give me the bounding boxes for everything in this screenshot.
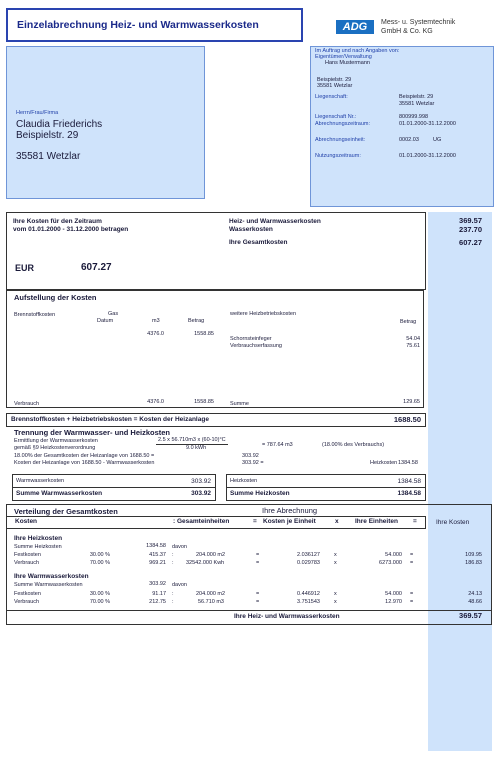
row-your-units: 12.970 xyxy=(385,599,402,605)
amount-column-header: Betrag xyxy=(188,318,205,324)
row-pct: 70.00 % xyxy=(89,560,110,566)
separation-line3: 18.00% der Gesamtkosten der Heizanlage von 1688.50 = xyxy=(14,453,155,459)
col-eq: = xyxy=(253,518,257,525)
hk-sum-value: 1384.58 xyxy=(397,490,421,497)
costs-heading: Aufstellung der Kosten xyxy=(14,293,97,302)
commission-label-1: Im Auftrag und nach Angaben von: xyxy=(315,48,400,54)
row-per-unit: 2.036127 xyxy=(297,552,320,558)
heating-system-value: 1688.50 xyxy=(393,415,421,424)
table-row xyxy=(0,552,500,560)
m3-column-header: m3 xyxy=(152,318,160,324)
col-cost-per-unit: Kosten je Einheit xyxy=(263,518,316,525)
row-label: Festkosten xyxy=(14,552,41,558)
col-x: x xyxy=(335,518,339,525)
ww-sum-label: Summe Warmwasserkosten xyxy=(16,490,103,497)
col-total-units: : Gesamteinheiten xyxy=(173,518,230,525)
separation-formula-result: = 787.64 m3 xyxy=(262,442,293,448)
row-eq2: = xyxy=(410,552,414,558)
usage-period-label: Nutzungszeitraum: xyxy=(315,153,361,159)
other-sum-label: Summe xyxy=(230,401,249,407)
row-units: 204.000 m2 xyxy=(196,591,226,597)
other-costs-label: weitere Heizbetriebskosten xyxy=(230,311,297,317)
col-costs: Kosten xyxy=(15,518,38,525)
row-eq: = xyxy=(256,591,260,597)
row-x: x xyxy=(334,599,337,605)
period-line-1: Ihre Kosten für den Zeitraum xyxy=(13,218,102,225)
company-logo: ADG xyxy=(336,20,374,34)
property-number: 800999.998 xyxy=(399,114,429,120)
row-eq2: = xyxy=(410,599,414,605)
row-label: Verbrauch xyxy=(14,560,40,566)
summary-total: 607.27 xyxy=(81,262,112,273)
document-title-box xyxy=(6,8,303,42)
table-row xyxy=(0,560,500,568)
separation-value4: 303.92 = xyxy=(242,460,264,466)
owner-street: Beispielstr. 29 xyxy=(317,77,352,83)
row-amount: 415.37 xyxy=(149,552,166,558)
row-your-units: 54.000 xyxy=(385,552,402,558)
ww-costs-label: Warmwasserkosten xyxy=(16,478,65,484)
separation-formula-pct: (18.00% des Verbrauchs) xyxy=(322,442,385,448)
period-line-2: vom 01.01.2000 - 31.12.2000 betragen xyxy=(13,226,129,233)
row-eq: = xyxy=(256,560,260,566)
summary-row1-value: 369.57 xyxy=(459,216,482,225)
usage-period: 01.01.2000-31.12.2000 xyxy=(399,153,456,159)
row-pct: 30.00 % xyxy=(89,552,110,558)
hk-label: Heizkosten xyxy=(230,478,258,484)
ww-dist-sum-davon: davon xyxy=(172,582,187,588)
commission-label-2: Eigentümer/Verwaltung xyxy=(315,54,372,60)
row-cost: 186.83 xyxy=(465,560,482,566)
recipient-city: 35581 Wetzlar xyxy=(16,151,81,162)
distribution-header-box xyxy=(6,516,426,529)
heating-sum-davon: davon xyxy=(172,544,187,550)
separation-formula: 2.5 x 56.710m3 x (60-10)°C xyxy=(158,437,226,443)
owner-name: Hans Mustermann xyxy=(325,60,370,66)
heating-costs-box xyxy=(226,474,426,501)
other-sum-value: 129.65 xyxy=(403,399,420,405)
row-sep: : xyxy=(172,591,174,597)
currency-label: EUR xyxy=(15,263,35,273)
date-column-header: Datum xyxy=(97,318,114,324)
separation-value3: 303.92 xyxy=(242,453,259,459)
consumption-label: Verbrauch xyxy=(14,401,40,407)
distribution-heading: Verteilung der Gesamtkosten xyxy=(14,507,118,516)
heating-system-costs-box xyxy=(6,413,426,427)
recipient-address-box xyxy=(6,46,205,199)
billing-unit-suffix: UG xyxy=(433,137,442,143)
row-x: x xyxy=(334,560,337,566)
warm-water-costs-box xyxy=(12,474,216,501)
distribution-total-value: 369.57 xyxy=(459,611,482,620)
metering-label: Verbrauchserfassung xyxy=(230,343,282,349)
property-city: 35581 Wetzlar xyxy=(399,101,435,107)
separation-formula-denominator: 9.0 kWh xyxy=(186,445,207,451)
ww-costs-value: 303.92 xyxy=(191,478,211,485)
separation-heating-value: 1384.58 xyxy=(398,460,418,466)
owner-city: 35581 Wetzlar xyxy=(317,83,353,89)
row-units: 32542.000 Kwh xyxy=(186,560,225,566)
fuel-type-label: Gas xyxy=(108,311,119,317)
ww-section-heading: Ihre Warmwasserkosten xyxy=(14,573,89,580)
row-sep: : xyxy=(172,560,174,566)
row-amount: 212.75 xyxy=(149,599,166,605)
row-pct: 30.00 % xyxy=(89,591,110,597)
table-row xyxy=(0,591,500,599)
row-per-unit: 0.029783 xyxy=(297,560,320,566)
distribution-total-label: Ihre Heiz- und Warmwasserkosten xyxy=(234,613,340,620)
billing-info-box xyxy=(310,46,494,207)
billing-unit-label: Abrechnungseinheit: xyxy=(315,137,366,143)
cost-breakdown-frame xyxy=(6,290,424,408)
your-costs-header: Ihre Kosten xyxy=(436,519,470,526)
property-street: Beispielstr. 29 xyxy=(399,94,434,100)
heating-section-heading: Ihre Heizkosten xyxy=(14,535,63,542)
separation-line1: Ermittlung der Warmwasserkosten xyxy=(14,438,98,444)
col-your-units: Ihre Einheiten xyxy=(355,518,398,525)
fuel-amount: 1558.85 xyxy=(194,331,214,337)
chimney-label: Schornsteinfeger xyxy=(230,336,272,342)
row-eq2: = xyxy=(410,591,414,597)
row-eq2: = xyxy=(410,560,414,566)
property-label: Liegenschaft: xyxy=(315,94,348,100)
distribution-subheading: Ihre Abrechnung xyxy=(262,506,318,515)
other-amount-header: Betrag xyxy=(400,319,417,325)
document-title: Einzelabrechnung Heiz- und Warmwasserkosten xyxy=(17,19,259,31)
summary-row1-label: Heiz- und Warmwasserkosten xyxy=(229,218,321,225)
row-per-unit: 3.751543 xyxy=(297,599,320,605)
billing-unit: 0002.03 xyxy=(399,137,419,143)
right-cost-column xyxy=(428,212,492,751)
hk-value: 1384.58 xyxy=(397,478,421,485)
consumption-amount: 1558.85 xyxy=(194,399,214,405)
cost-summary-box xyxy=(6,212,426,290)
billing-period: 01.01.2000-31.12.2000 xyxy=(399,121,456,127)
summary-row3-value: 607.27 xyxy=(459,238,482,247)
row-units: 56.710 m3 xyxy=(198,599,224,605)
row-cost: 109.95 xyxy=(465,552,482,558)
heating-sum-value: 1384.58 xyxy=(146,543,166,549)
separation-heading: Trennung der Warmwasser- und Heizkosten xyxy=(14,428,171,437)
row-cost: 24.13 xyxy=(468,591,482,597)
ww-dist-sum-label: Summe Warmwasserkosten xyxy=(14,582,83,588)
row-x: x xyxy=(334,591,337,597)
ww-sum-value: 303.92 xyxy=(191,490,211,497)
row-label: Festkosten xyxy=(14,591,41,597)
separation-line4: Kosten der Heizanlage von 1688.50 - Warmwasserkosten xyxy=(14,460,155,466)
row-pct: 70.00 % xyxy=(89,599,110,605)
row-label: Verbrauch xyxy=(14,599,40,605)
row-units: 204.000 m2 xyxy=(196,552,226,558)
separation-line2: gemäß §9 Heizkostenverordnung xyxy=(14,445,96,451)
ww-dist-sum-value: 303.92 xyxy=(149,581,166,587)
property-number-label: Liegenschaft Nr.: xyxy=(315,114,357,120)
recipient-street: Beispielstr. 29 xyxy=(16,130,79,141)
row-amount: 969.21 xyxy=(149,560,166,566)
row-sep: : xyxy=(172,599,174,605)
row-amount: 91.17 xyxy=(152,591,166,597)
hk-sum-label: Summe Heizkosten xyxy=(230,490,290,497)
row-your-units: 54.000 xyxy=(385,591,402,597)
summary-row3-label: Ihre Gesamtkosten xyxy=(229,239,288,246)
separation-heating-label: Heizkosten xyxy=(370,460,398,466)
row-eq: = xyxy=(256,599,260,605)
heating-sum-label: Summe Heizkosten xyxy=(14,544,62,550)
fuel-m3: 4376.0 xyxy=(147,331,164,337)
row-sep: : xyxy=(172,552,174,558)
company-name-line1: Mess- u. Systemtechnik xyxy=(381,19,456,26)
consumption-m3: 4376.0 xyxy=(147,399,164,405)
summary-row2-value: 237.70 xyxy=(459,225,482,234)
row-eq: = xyxy=(256,552,260,558)
row-cost: 48.66 xyxy=(468,599,482,605)
chimney-value: 54.04 xyxy=(406,336,420,342)
company-name-line2: GmbH & Co. KG xyxy=(381,28,433,35)
recipient-name: Claudia Friederichs xyxy=(16,119,103,130)
row-x: x xyxy=(334,552,337,558)
summary-row2-label: Wasserkosten xyxy=(229,226,273,233)
fuel-costs-label: Brennstoffkosten xyxy=(14,312,56,318)
row-per-unit: 0.446912 xyxy=(297,591,320,597)
metering-value: 75.61 xyxy=(406,343,420,349)
salutation: Herrn/Frau/Firma xyxy=(16,110,59,116)
table-row xyxy=(0,599,500,607)
row-your-units: 6273.000 xyxy=(379,560,402,566)
heating-system-formula: Brennstoffkosten + Heizbetriebskosten = Kosten der Heizanlage xyxy=(11,416,209,423)
col-eq2: = xyxy=(413,518,417,525)
billing-period-label: Abrechnungszeitraum: xyxy=(315,121,371,127)
